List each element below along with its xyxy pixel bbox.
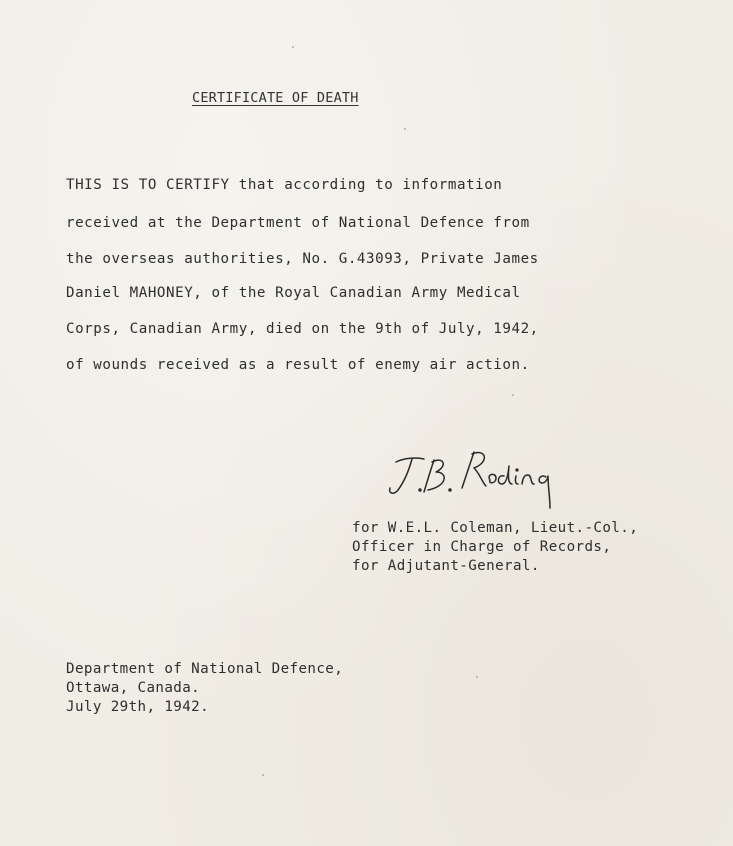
signature-line: for W.E.L. Coleman, Lieut.-Col.,	[352, 520, 639, 536]
signature-block	[352, 519, 638, 576]
footer-line: Department of National Defence,	[66, 661, 344, 677]
body-line: Daniel MAHONEY, of the Royal Canadian Army Medical	[66, 285, 521, 301]
footer-line: Ottawa, Canada.	[66, 680, 201, 696]
paper-speck	[476, 676, 478, 678]
document-title: CERTIFICATE OF DEATH	[192, 90, 359, 106]
paper-speck	[292, 46, 294, 48]
body-line: THIS IS TO CERTIFY that according to information	[66, 177, 503, 193]
body-line: Corps, Canadian Army, died on the 9th of July, 1942,	[66, 321, 539, 337]
signature-line: Officer in Charge of Records,	[352, 539, 612, 555]
footer-line: July 29th, 1942.	[66, 699, 210, 715]
handwritten-signature	[382, 440, 582, 512]
footer-block	[66, 660, 343, 717]
body-line: the overseas authorities, No. G.43093, Private James	[66, 251, 539, 267]
body-line: received at the Department of National Defence from	[66, 215, 530, 231]
paper-speck	[512, 394, 514, 396]
signature-line: for Adjutant-General.	[352, 558, 540, 574]
paper-speck	[262, 774, 264, 776]
paper-speck	[404, 128, 406, 130]
body-line: of wounds received as a result of enemy air action.	[66, 357, 530, 373]
